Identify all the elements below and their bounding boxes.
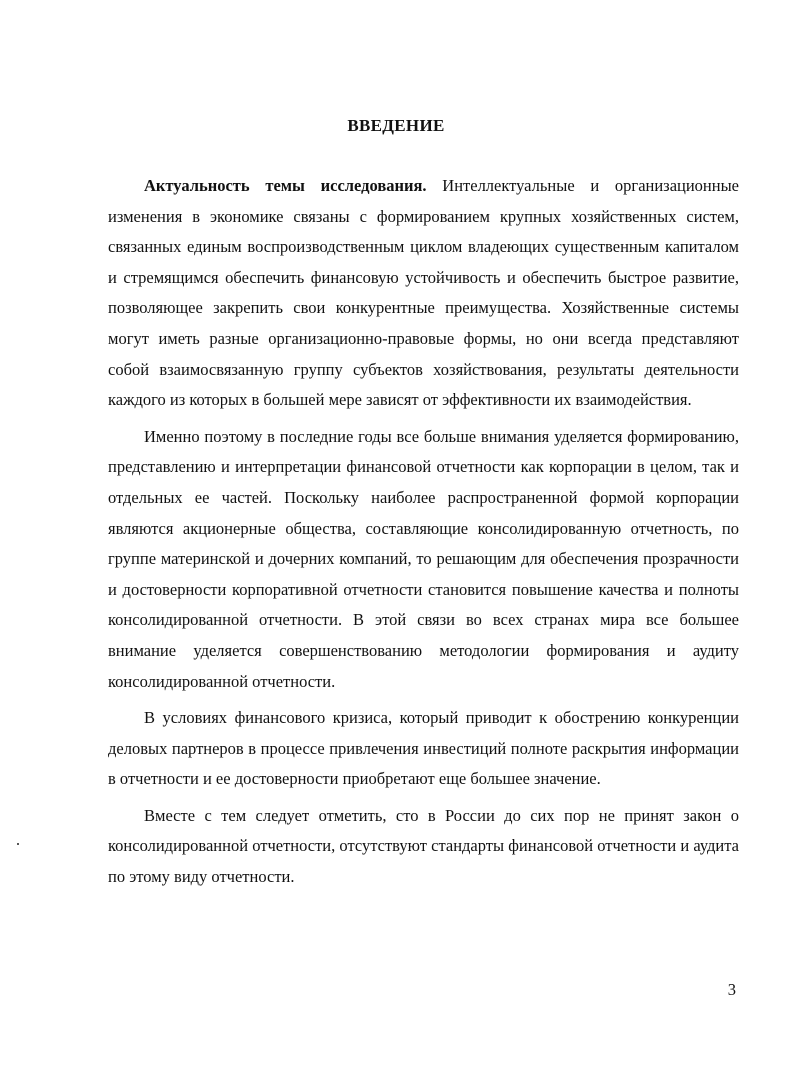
paragraph-crisis: В условиях финансового кризиса, который приводит к обострению конкуренции деловых партнеров в процессе привлечения инвестиций полноте раскрытия информации в отчетности и ее достоверности приобретают еще большее значение. — [108, 708, 739, 789]
page-title: ВВЕДЕНИЕ — [347, 116, 445, 135]
page-number: 3 — [727, 980, 736, 999]
paragraph-relevance — [108, 171, 739, 416]
paragraph-lead: Актуальность темы исследования. — [144, 176, 427, 195]
scan-speck — [17, 843, 19, 845]
paragraph-russia: Вместе с тем следует отметить, сто в России до сих пор не принят закон о консолидированной отчетности, отсутствуют стандарты финансовой отчетности и аудита по этому виду отчетности. — [108, 805, 739, 887]
paragraph-text: Интеллектуальные и организационные изменения в экономике связаны с формированием крупных хозяйственных систем, связанных единым воспроизводственным циклом владеющих существенным капиталом и стремящимся обеспечить финансовую устойчивость и обеспечить быстрое развитие, позволяющее закрепить свои конкурентные преимущества. Хозяйственные системы могут иметь разные организационно-правовые формы, но они всегда представляют собой взаимосвязанную группу субъектов хозяйствования, результаты деятельности каждого из которых в большей мере зависят от эффективности их взаимодействия. — [108, 176, 740, 410]
body-text — [108, 171, 739, 899]
paragraph-reporting: Именно поэтому в последние годы все больше внимания уделяется формированию, представлению и интерпретации финансовой отчетности как корпорации в целом, так и отдельных ее частей. Поскольку наиболее распространенной формой корпорации являются акционерные общества, составляющие консолидированную отчетность, по группе материнской и дочерних компаний, то решающим для обеспечения прозрачности и достоверности корпоративной отчетности становится повышение качества и полноты консолидированной отчетности. В этой связи во всех странах мира все большее внимание уделяется совершенствованию методологии формирования и аудиту консолидированной отчетности. — [108, 426, 739, 691]
